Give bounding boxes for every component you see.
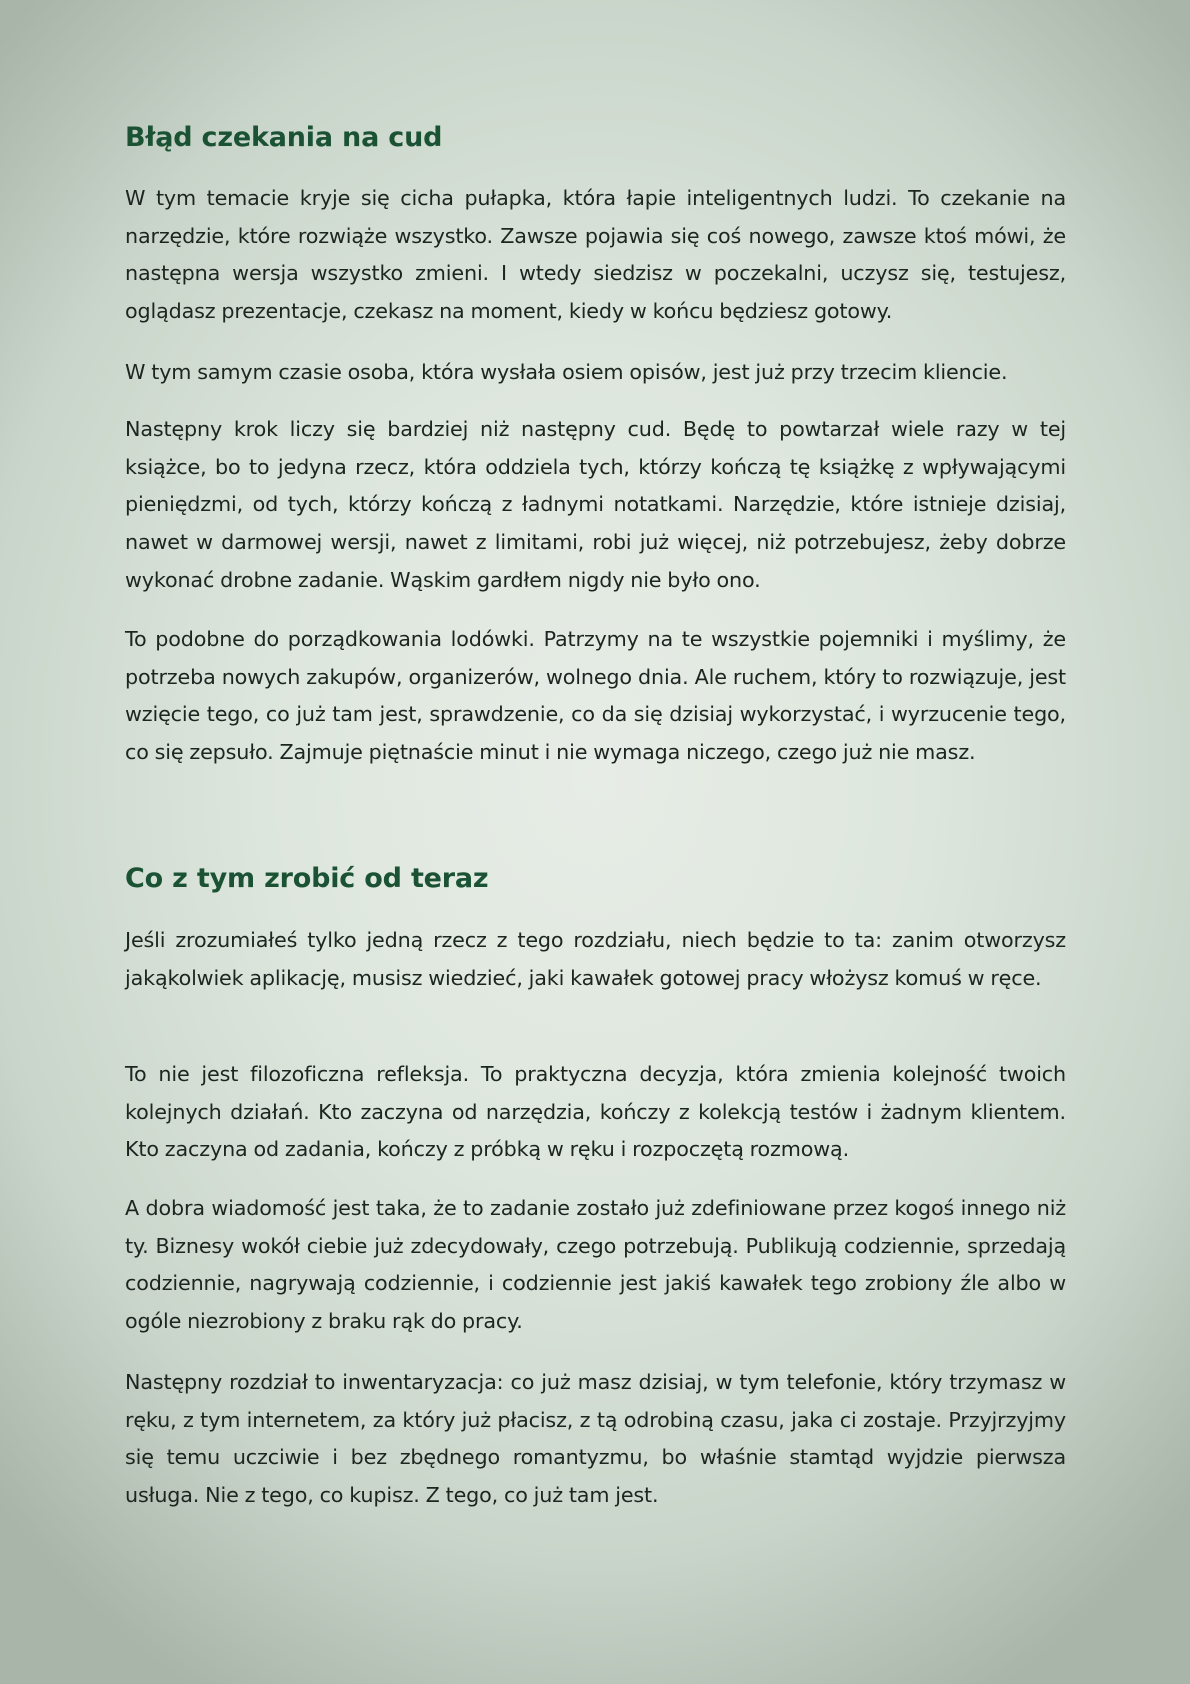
body-paragraph: A dobra wiadomość jest taka, że to zadanie zostało już zdefiniowane przez kogoś innego niż ty. Biznesy wokół ciebie już zdecydowały, czego potrzebują. Publikują codziennie, sprzedają codziennie, nagrywają codziennie, i codziennie jest jakiś kawałek tego zrobiony źle albo w ogóle niezrobiony z braku rąk do pracy. xyxy=(125,1196,1066,1334)
body-paragraph: Następny krok liczy się bardziej niż następny cud. Będę to powtarzał wiele razy w tej książce, bo to jedyna rzecz, która oddziela tych, którzy kończą tę książkę z wpływającymi pieniędzmi, od tych, którzy kończą z ładnymi notatkami. Narzędzie, które istnieje dzisiaj, nawet w darmowej wersji, nawet z limitami, robi już więcej, niż potrzebujesz, żeby dobrze wykonać drobne zadanie. Wąskim gardłem nigdy nie było ono. xyxy=(125,417,1066,592)
body-paragraph: W tym samym czasie osoba, która wysłała osiem opisów, jest już przy trzecim kliencie. xyxy=(125,360,1008,384)
body-paragraph: Jeśli zrozumiałeś tylko jedną rzecz z tego rozdziału, niech będzie to ta: zanim otworzysz jakąkolwiek aplikację, musisz wiedzieć, jaki kawałek gotowej pracy włożysz komuś w ręce. xyxy=(125,928,1066,990)
section-heading: Błąd czekania na cud xyxy=(125,122,443,153)
body-paragraph: Następny rozdział to inwentaryzacja: co już masz dzisiaj, w tym telefonie, który trzymasz w ręku, z tym internetem, za który już płacisz, z tą odrobiną czasu, jaka ci zostaje. Przyjrzyjmy się temu uczciwie i bez zbędnego romantyzmu, bo właśnie stamtąd wyjdzie pierwsza usługa. Nie z tego, co kupisz. Z tego, co już tam jest. xyxy=(125,1370,1066,1508)
section-heading: Co z tym zrobić od teraz xyxy=(125,863,489,894)
body-paragraph: W tym temacie kryje się cicha pułapka, która łapie inteligentnych ludzi. To czekanie na narzędzie, które rozwiąże wszystko. Zawsze pojawia się coś nowego, zawsze ktoś mówi, że następna wersja wszystko zmieni. I wtedy siedzisz w poczekalni, uczysz się, testujesz, oglądasz prezentacje, czekasz na moment, kiedy w końcu będziesz gotowy. xyxy=(125,186,1066,324)
body-paragraph: To podobne do porządkowania lodówki. Patrzymy na te wszystkie pojemniki i myślimy, że potrzeba nowych zakupów, organizerów, wolnego dnia. Ale ruchem, który to rozwiązuje, jest wzięcie tego, co już tam jest, sprawdzenie, co da się dzisiaj wykorzystać, i wyrzucenie tego, co się zepsuło. Zajmuje piętnaście minut i nie wymaga niczego, czego już nie masz. xyxy=(125,627,1066,765)
body-paragraph: To nie jest filozoficzna refleksja. To praktyczna decyzja, która zmienia kolejność twoich kolejnych działań. Kto zaczyna od narzędzia, kończy z kolekcją testów i żadnym klientem. Kto zaczyna od zadania, kończy z próbką w ręku i rozpoczętą rozmową. xyxy=(125,1062,1066,1162)
